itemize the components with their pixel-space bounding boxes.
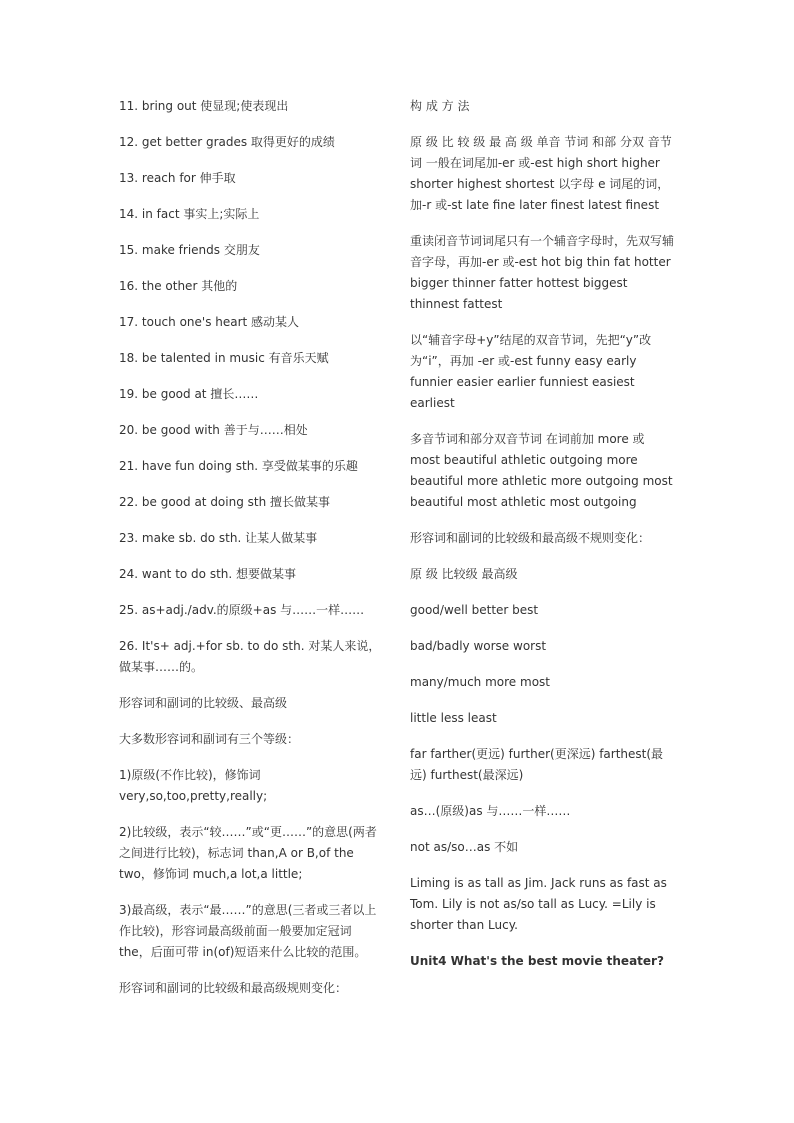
phrase-20: 20. be good with 善于与……相处 — [119, 423, 308, 437]
rule-consonant-y: 以“辅音字母+y”结尾的双音节词，先把“y”改为“i”，再加 -er 或-est funny easy early funnier easier earlier funniest easiest earliest — [410, 333, 652, 410]
phrase-18: 18. be talented in music 有音乐天赋 — [119, 351, 329, 365]
irregular-little: little less least — [410, 711, 497, 725]
phrase-23: 23. make sb. do sth. 让某人做某事 — [119, 531, 318, 545]
phrase-26: 26. It's+ adj.+for sb. to do sth. 对某人来说，做某事……的。 — [119, 639, 381, 674]
phrase-11: 11. bring out 使显现;使表现出 — [119, 99, 289, 113]
phrase-17: 17. touch one's heart 感动某人 — [119, 315, 300, 329]
irregular-bad: bad/badly worse worst — [410, 639, 547, 653]
phrase-15: 15. make friends 交朋友 — [119, 243, 260, 257]
degree-superlative: 3)最高级，表示“最……”的意思(三者或三者以上作比较)，形容词最高级前面一般要加定冠词 the，后面可带 in(of)短语来什么比较的范围。 — [119, 903, 377, 959]
rule-double-consonant: 重读闭音节词词尾只有一个辅音字母时，先双写辅音字母，再加-er 或-est hot big thin fat hotter bigger thinner fatter hottest biggest thinnest fattest — [410, 234, 675, 311]
phrase-21: 21. have fun doing sth. 享受做某事的乐趣 — [119, 459, 358, 473]
phrase-25: 25. as+adj./adv.的原级+as 与……一样…… — [119, 603, 365, 617]
phrase-16: 16. the other 其他的 — [119, 279, 238, 293]
phrase-19: 19. be good at 擅长…… — [119, 387, 259, 401]
phrase-13: 13. reach for 伸手取 — [119, 171, 236, 185]
section-heading-comparison: 形容词和副词的比较级、最高级 — [119, 696, 288, 710]
phrase-22: 22. be good at doing sth 擅长做某事 — [119, 495, 331, 509]
irregular-good: good/well better best — [410, 603, 539, 617]
irregular-many: many/much more most — [410, 675, 550, 689]
formation-method-heading: 构 成 方 法 — [410, 99, 470, 113]
phrase-14: 14. in fact 事实上;实际上 — [119, 207, 260, 221]
phrase-12: 12. get better grades 取得更好的成绩 — [119, 135, 335, 149]
regular-rules-heading: 形容词和副词的比较级和最高级规则变化： — [119, 981, 348, 995]
rule-polysyllabic: 多音节词和部分双音节词 在词前加 more 或 most beautiful athletic outgoing more beautiful more athletic more outgoing most beautiful most athletic most outgoing — [410, 432, 673, 509]
rule-monosyllabic: 原 级 比 较 级 最 高 级 单音 节词 和部 分双 音节 词 一般在词尾加-er 或-est high short higher shorter highest shortest 以字母 e 词尾的词，加-r 或-st late fine later finest latest finest — [410, 135, 672, 212]
irregular-heading: 形容词和副词的比较级和最高级不规则变化： — [410, 531, 651, 545]
unit4-heading: Unit4 What's the best movie theater? — [410, 954, 664, 968]
irregular-far: far farther(更远) further(更深远) farthest(最远) furthest(最深远) — [410, 747, 664, 782]
degree-positive: 1)原级(不作比较)，修饰词very,so,too,pretty,really; — [119, 768, 268, 803]
example-sentences: Liming is as tall as Jim. Jack runs as fast as Tom. Lily is not as/so tall as Lucy. =Lily is shorter than Lucy. — [410, 876, 667, 932]
left-column — [119, 96, 387, 1014]
three-degrees-intro: 大多数形容词和副词有三个等级： — [119, 732, 300, 746]
phrase-24: 24. want to do sth. 想要做某事 — [119, 567, 297, 581]
not-as-pattern: not as/so…as 不如 — [410, 840, 519, 854]
right-column — [410, 96, 675, 987]
as-as-pattern: as…(原级)as 与……一样…… — [410, 804, 571, 818]
degree-comparative: 2)比较级，表示“较……”或“更……”的意思(两者之间进行比较)，标志词 than,A or B,of the two，修饰词 much,a lot,a little; — [119, 825, 377, 881]
irregular-table-header: 原 级 比较级 最高级 — [410, 567, 518, 581]
